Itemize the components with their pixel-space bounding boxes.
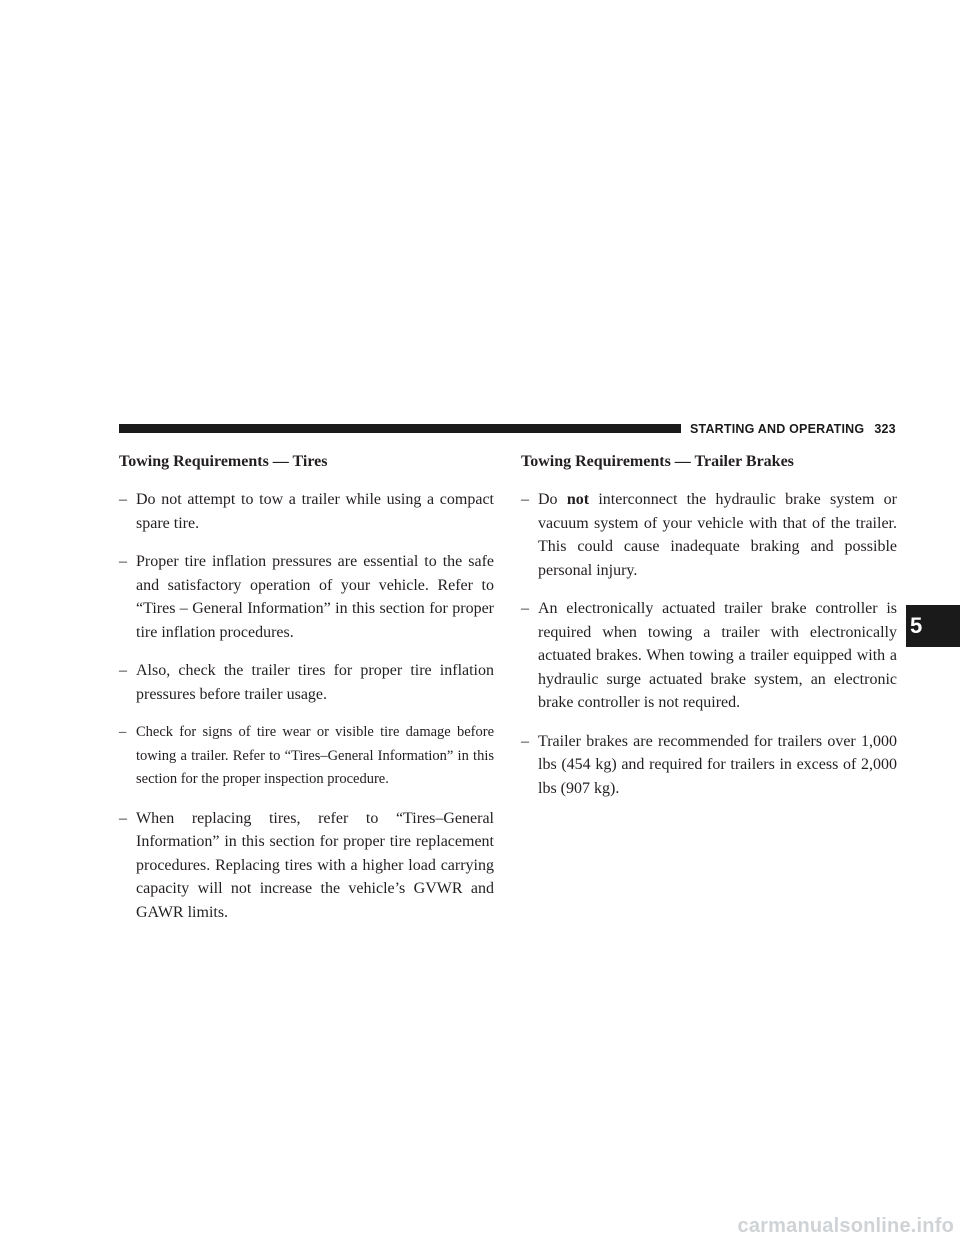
dash-bullet: – bbox=[521, 732, 529, 750]
dash-bullet: – bbox=[119, 724, 127, 740]
section-title: STARTING AND OPERATING bbox=[690, 422, 865, 436]
list-item bbox=[521, 730, 897, 801]
chapter-number: 5 bbox=[910, 613, 923, 638]
list-item-text: An electronically actuated trailer brake controller is required when towing a trailer with electronically actuated brakes. When towing a trailer equipped with a hydraulic surge actuated brake system, an electronic brake controller is not required. bbox=[538, 600, 897, 711]
list-item-text: Check for signs of tire wear or visible tire damage before towing a trailer. Refer to “Tires–General Information” in this section for the proper inspection procedure. bbox=[136, 724, 494, 787]
list-item-text-post: interconnect the hydraulic brake system or vacuum system of your vehicle with that of the trailer. This could cause inadequate braking and possible personal injury. bbox=[538, 491, 897, 579]
list-item bbox=[119, 488, 494, 535]
list-item-text: Do not attempt to tow a trailer while using a compact spare tire. bbox=[136, 491, 494, 532]
dash-bullet: – bbox=[119, 662, 127, 679]
dash-bullet: – bbox=[521, 491, 529, 508]
dash-bullet: – bbox=[119, 553, 127, 570]
header-rule bbox=[119, 424, 681, 433]
list-item-text: Trailer brakes are recommended for trailers over 1,000 lbs (454 kg) and required for trailers in excess of 2,000 lbs (907 kg). bbox=[538, 732, 897, 797]
tires-heading: Towing Requirements — Tires bbox=[119, 453, 328, 470]
dash-bullet: – bbox=[119, 491, 127, 508]
trailer-brakes-heading: Towing Requirements — Trailer Brakes bbox=[521, 453, 794, 470]
list-item bbox=[119, 659, 494, 706]
list-item-text: Proper tire inflation pressures are essential to the safe and satisfactory operation of your vehicle. Refer to “Tires – General Information” in this section for proper tire inflation procedures. bbox=[136, 553, 494, 641]
tires-list bbox=[119, 488, 494, 924]
list-item bbox=[521, 597, 897, 715]
list-item-text-pre: Do bbox=[538, 491, 567, 508]
dash-bullet: – bbox=[521, 600, 529, 617]
left-column bbox=[119, 452, 494, 939]
watermark: carmanualsonline.info bbox=[737, 1215, 954, 1237]
running-header bbox=[690, 422, 896, 436]
list-item-text: Also, check the trailer tires for proper tire inflation pressures before trailer usage. bbox=[136, 662, 494, 703]
list-item bbox=[119, 807, 494, 925]
list-item bbox=[119, 550, 494, 644]
emphasis-not: not bbox=[566, 491, 590, 508]
dash-bullet: – bbox=[119, 809, 127, 827]
right-column bbox=[521, 452, 897, 815]
list-item-text: When replacing tires, refer to “Tires–General Information” in this section for proper tire replacement procedures. Replacing tires with a higher load carrying capacity will not increase the vehicle’s GVWR and GAWR limits. bbox=[136, 809, 494, 921]
list-item bbox=[521, 488, 897, 582]
list-item bbox=[119, 721, 494, 792]
trailer-brakes-list bbox=[521, 488, 897, 800]
page-number: 323 bbox=[874, 422, 896, 436]
chapter-tab bbox=[906, 605, 960, 647]
